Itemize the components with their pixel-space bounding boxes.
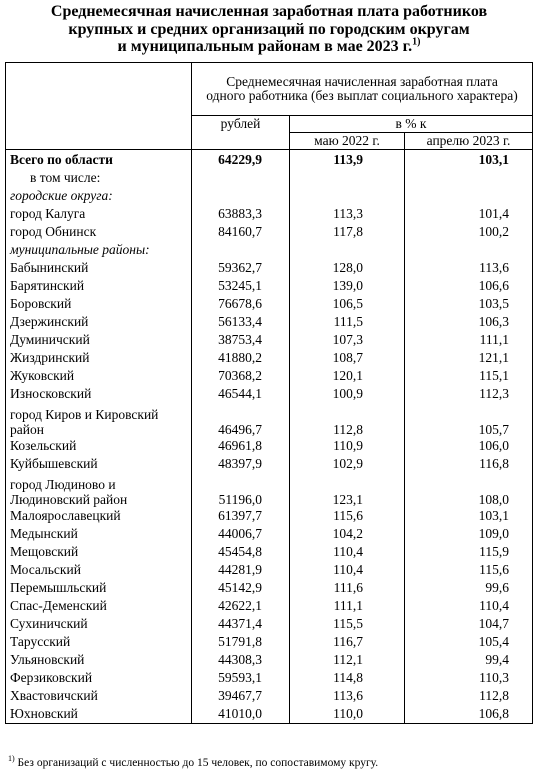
row-name: Тарусский [6, 633, 192, 651]
total-name: Всего по области [6, 150, 192, 170]
document-title [0, 0, 538, 56]
row-rubles: 44006,7 [192, 525, 290, 543]
row-rubles: 41880,2 [192, 349, 290, 367]
table-row [6, 561, 533, 579]
row-name: Бабынинский [6, 259, 192, 277]
row-pct-may-2022: 100,9 [290, 385, 405, 403]
header-empty-cell [6, 63, 192, 150]
row-name: Думиничский [6, 331, 192, 349]
row-pct-may-2022: 111,5 [290, 313, 405, 331]
label-including: в том числе: [6, 169, 192, 187]
table-row [6, 525, 533, 543]
total-may: 113,9 [290, 150, 405, 170]
row-name: Дзержинский [6, 313, 192, 331]
row-pct-may-2022: 115,6 [290, 507, 405, 525]
table-row [6, 403, 533, 437]
row-pct-apr-2023: 115,6 [405, 561, 533, 579]
row-rubles: 44281,9 [192, 561, 290, 579]
row-name: Сухиничский [6, 615, 192, 633]
row-pct-apr-2023: 121,1 [405, 349, 533, 367]
row-rubles: 46496,7 [192, 403, 290, 437]
row-rubles: 45142,9 [192, 579, 290, 597]
row-pct-apr-2023: 106,3 [405, 313, 533, 331]
table-row [6, 455, 533, 473]
row-pct-apr-2023: 106,6 [405, 277, 533, 295]
row-pct-apr-2023: 103,1 [405, 507, 533, 525]
header-may-2022: маю 2022 г. [290, 133, 405, 150]
row-pct-may-2022: 102,9 [290, 455, 405, 473]
table-row [6, 277, 533, 295]
row-pct-may-2022: 128,0 [290, 259, 405, 277]
row-name: Куйбышевский [6, 455, 192, 473]
title-footnote-mark: 1) [412, 36, 421, 48]
row-name: Износковский [6, 385, 192, 403]
row-pct-apr-2023: 104,7 [405, 615, 533, 633]
row-pct-apr-2023: 115,9 [405, 543, 533, 561]
row-pct-apr-2023: 115,1 [405, 367, 533, 385]
row-name: Спас-Деменский [6, 597, 192, 615]
row-pct-may-2022: 112,1 [290, 651, 405, 669]
row-pct-may-2022: 106,5 [290, 295, 405, 313]
table-row [6, 367, 533, 385]
row-rubles: 63883,3 [192, 205, 290, 223]
table-row [6, 579, 533, 597]
table-row [6, 331, 533, 349]
row-rubles: 51196,0 [192, 473, 290, 507]
row-name: город Киров и Кировский район [6, 403, 192, 437]
row-rubles: 48397,9 [192, 455, 290, 473]
table-row [6, 543, 533, 561]
row-pct-may-2022: 116,7 [290, 633, 405, 651]
table-row [6, 205, 533, 223]
title-line-3: и муниципальным районам в мае 2023 г.$^{1)}$ [117, 36, 421, 55]
row-pct-may-2022: 139,0 [290, 277, 405, 295]
row-rubles: 61397,7 [192, 507, 290, 525]
table-row [6, 507, 533, 525]
total-rub: 64229,9 [192, 150, 290, 170]
label-municipal-districts: муниципальные районы: [6, 241, 192, 259]
row-rubles: 46961,8 [192, 437, 290, 455]
row-rubles: 38753,4 [192, 331, 290, 349]
table-row [6, 669, 533, 687]
header-rubles: рублей [192, 116, 290, 150]
row-pct-apr-2023: 111,1 [405, 331, 533, 349]
row-pct-apr-2023: 103,5 [405, 295, 533, 313]
row-pct-apr-2023: 112,8 [405, 687, 533, 705]
table-row [6, 259, 533, 277]
table-row [6, 295, 533, 313]
row-pct-apr-2023: 116,8 [405, 455, 533, 473]
row-pct-may-2022: 110,9 [290, 437, 405, 455]
header-percent-to: в % к [290, 116, 533, 133]
table-row [6, 437, 533, 455]
table-row-city-districts-label [6, 187, 533, 205]
row-name: Юхновский [6, 705, 192, 724]
row-name: Барятинский [6, 277, 192, 295]
table-row [6, 313, 533, 331]
row-name: город Калуга [6, 205, 192, 223]
table-row [6, 615, 533, 633]
row-name: Перемышльский [6, 579, 192, 597]
row-rubles: 45454,8 [192, 543, 290, 561]
header-apr-2023: апрелю 2023 г. [405, 133, 533, 150]
row-pct-apr-2023: 112,3 [405, 385, 533, 403]
row-pct-may-2022: 111,6 [290, 579, 405, 597]
row-pct-apr-2023: 100,2 [405, 223, 533, 241]
row-rubles: 44308,3 [192, 651, 290, 669]
row-pct-apr-2023: 106,0 [405, 437, 533, 455]
row-pct-may-2022: 113,6 [290, 687, 405, 705]
row-pct-may-2022: 110,4 [290, 561, 405, 579]
row-rubles: 84160,7 [192, 223, 290, 241]
row-pct-apr-2023: 110,3 [405, 669, 533, 687]
row-rubles: 46544,1 [192, 385, 290, 403]
label-city-districts: городские округа: [6, 187, 192, 205]
footnote-mark: 1) [8, 754, 15, 763]
row-rubles: 76678,6 [192, 295, 290, 313]
row-pct-may-2022: 104,2 [290, 525, 405, 543]
title-line-2: крупных и средних организаций по городским округам [68, 20, 470, 38]
row-pct-may-2022: 110,4 [290, 543, 405, 561]
row-pct-apr-2023: 109,0 [405, 525, 533, 543]
table-row [6, 349, 533, 367]
row-name: Медынский [6, 525, 192, 543]
table-row [6, 223, 533, 241]
footnote [8, 752, 378, 770]
row-name: Хвастовичский [6, 687, 192, 705]
row-pct-apr-2023: 99,6 [405, 579, 533, 597]
table-row [6, 633, 533, 651]
row-name: Малоярославецкий [6, 507, 192, 525]
row-pct-may-2022: 114,8 [290, 669, 405, 687]
row-rubles: 51791,8 [192, 633, 290, 651]
row-rubles: 56133,4 [192, 313, 290, 331]
table-row [6, 385, 533, 403]
row-pct-may-2022: 113,3 [290, 205, 405, 223]
row-name: Жиздринский [6, 349, 192, 367]
footnote-text: Без организаций с численностью до 15 человек, по сопоставимому кругу. [14, 756, 379, 769]
table-row [6, 597, 533, 615]
row-name: Жуковский [6, 367, 192, 385]
title-line-1: Среднемесячная начисленная заработная плата работников [50, 3, 488, 20]
row-pct-apr-2023: 105,7 [405, 403, 533, 437]
row-name: город Людиново и Людиновский район [6, 473, 192, 507]
row-name: Мосальский [6, 561, 192, 579]
table-row [6, 473, 533, 507]
row-pct-may-2022: 111,1 [290, 597, 405, 615]
row-name: город Обнинск [6, 223, 192, 241]
total-apr: 103,1 [405, 150, 533, 170]
row-name: Козельский [6, 437, 192, 455]
row-pct-apr-2023: 105,4 [405, 633, 533, 651]
row-pct-may-2022: 110,0 [290, 705, 405, 724]
header-main: Среднемесячная начисленная заработная плата одного работника (без выплат социального характера) [192, 63, 533, 116]
row-name: Мещовский [6, 543, 192, 561]
row-name: Ферзиковский [6, 669, 192, 687]
row-rubles: 70368,2 [192, 367, 290, 385]
row-rubles: 53245,1 [192, 277, 290, 295]
row-rubles: 41010,0 [192, 705, 290, 724]
row-pct-apr-2023: 101,4 [405, 205, 533, 223]
row-pct-apr-2023: 108,0 [405, 473, 533, 507]
table-row-including [6, 169, 533, 187]
row-pct-apr-2023: 110,4 [405, 597, 533, 615]
row-name: Боровский [6, 295, 192, 313]
table-row-municipal-districts-label [6, 241, 533, 259]
row-pct-apr-2023: 99,4 [405, 651, 533, 669]
row-name: Ульяновский [6, 651, 192, 669]
header-row-1 [6, 63, 533, 116]
table-row-total [6, 150, 533, 170]
row-pct-may-2022: 115,5 [290, 615, 405, 633]
row-pct-may-2022: 123,1 [290, 473, 405, 507]
row-pct-may-2022: 117,8 [290, 223, 405, 241]
salary-table [5, 62, 533, 724]
row-pct-may-2022: 108,7 [290, 349, 405, 367]
row-rubles: 59362,7 [192, 259, 290, 277]
row-pct-apr-2023: 106,8 [405, 705, 533, 724]
row-rubles: 59593,1 [192, 669, 290, 687]
row-pct-may-2022: 112,8 [290, 403, 405, 437]
row-pct-may-2022: 120,1 [290, 367, 405, 385]
row-pct-may-2022: 107,3 [290, 331, 405, 349]
table-row [6, 705, 533, 724]
table-row [6, 651, 533, 669]
table-row [6, 687, 533, 705]
row-rubles: 39467,7 [192, 687, 290, 705]
row-rubles: 42622,1 [192, 597, 290, 615]
row-rubles: 44371,4 [192, 615, 290, 633]
row-pct-apr-2023: 113,6 [405, 259, 533, 277]
